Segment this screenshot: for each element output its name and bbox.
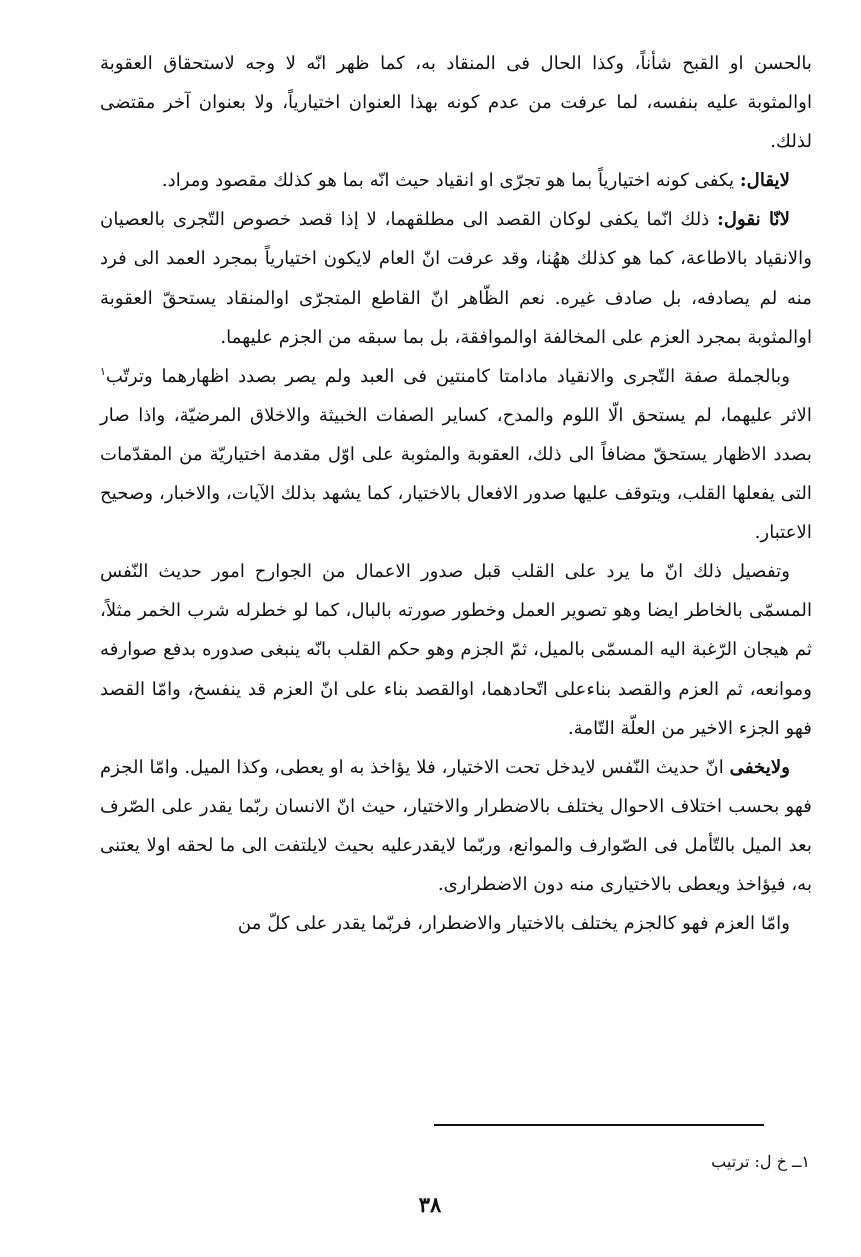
footnote: ١ــ خ ل: ترتيب: [711, 1152, 810, 1171]
paragraph-lead: لايقال:: [739, 170, 790, 192]
paragraph-7: [100, 904, 812, 943]
footnote-marker: ١: [100, 364, 106, 378]
page-number: ٣٨: [418, 1192, 442, 1217]
paragraph-5: [100, 552, 812, 747]
paragraph-3: [100, 200, 812, 356]
paragraph-2: [100, 161, 812, 200]
paragraph-text: وامّا العزم فهو كالجزم يختلف بالاختيار والاضطرار، فربّما يقدر على كلّ من: [237, 913, 790, 935]
paragraph-6: [100, 748, 812, 904]
paragraph-1: [100, 44, 812, 161]
paragraph-lead: ولايخفى: [729, 756, 790, 778]
paragraph-text: ذلك انّما يكفى لوكان القصد الى مطلقهما، لا إذا قصد خصوص التّجرى بالعصيان والانقياد بالاطاعة، كما هو كذلك ههُنا، وقد عرفت انّ العام لايكون اختيارياً بمجرد العمد الى فرد منه لم يصادفه، بل صادف غيره. نعم الظّاهر انّ القاطع المتجرّى اوالمنقاد يستحقّ العقوبة اوالمثوبة بمجرد العزم على المخالفة اوالموافقة، بل بما سبقه من الجزم عليهما.: [100, 209, 812, 348]
paragraph-text: بالحسن او القبح شأناً، وكذا الحال فى المنقاد به، كما ظهر انّه لا وجه لاستحقاق العقوبة اوالمثوبة عليه بنفسه، لما عرفت من عدم كونه بهذا العنوان اختيارياً، ولا بعنوان آخر مقتضى لذلك.: [100, 53, 812, 153]
paragraph-text: وتفصيل ذلك انّ ما يرد على القلب قبل صدور الاعمال من الجوارح امور حديث النّفس المسمّى بالخاطر ايضا وهو تصوير العمل وخطور صورته بالبال، كما لو خطرله شرب الخمر مثلاً، ثم هيجان الرّغبة اليه المسمّى بالميل، ثمّ الجزم وهو حكم القلب بانّه ينبغى صدوره بدفع صوارفه وموانعه، ثم العزم والقصد بناءعلى اتّحادهما، اوالقصد بناء على انّ العزم قد ينفسخ، وامّا القصد فهو الجزء الاخير من العلّة التّامة.: [100, 561, 812, 739]
footnote-divider: [434, 1124, 764, 1126]
paragraph-text: انّ حديث النّفس لايدخل تحت الاختيار، فلا يؤاخذ به او يعطى، وكذا الميل. وامّا الجزم فهو بحسب اختلاف الاحوال يختلف بالاضطرار والاختيار، حيث انّ الانسان ربّما يقدر على الصّرف بعد الميل بالتّأمل فى الصّوارف والموانع، وربّما لايقدرعليه بحيث لايلتفت الى ما لحقه اولا يعتنى به، فيؤاخذ ويعطى بالاختيارى منه دون الاضطرارى.: [100, 756, 812, 895]
paragraph-4: [100, 357, 812, 552]
paragraph-text: وبالجملة صفة التّجرى والانقياد مادامتا كامنتين فى العبد ولم يصر بصدد اظهارهما وترتّب: [105, 365, 790, 387]
paragraph-text-continued: الاثر عليهما، لم يستحق الّا اللوم والمدح، كساير الصفات الخبيثة والاخلاق المرضيّة، واذا صار بصدد الاظهار يستحقّ مضافاً الى ذلك، العقوبة والمثوبة على اوّل مقدمة اختياريّة من المقدّمات التى يفعلها القلب، ويتوقف عليها صدور الافعال بالاختيار، كما يشهد بذلك الآيات، والاخبار، وصحيح الاعتبار.: [100, 404, 812, 544]
paragraph-text: يكفى كونه اختيارياً بما هو تجرّى او انقياد حيث انّه بما هو كذلك مقصود ومراد.: [161, 170, 740, 192]
paragraph-lead: لانّا نقول:: [717, 209, 790, 231]
body-text: [100, 44, 812, 943]
